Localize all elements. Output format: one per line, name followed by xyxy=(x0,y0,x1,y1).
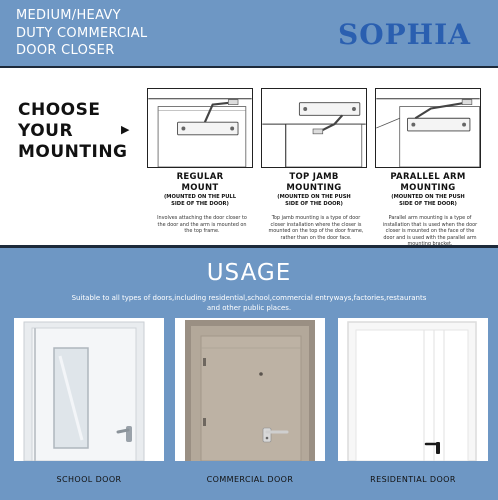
top-jamb-diagram xyxy=(261,88,367,168)
product-title-line-2: DUTY COMMERCIAL xyxy=(16,26,148,41)
title-line: MOUNTING xyxy=(286,183,342,193)
residential-door-illustration xyxy=(338,318,488,461)
title-line: REGULAR xyxy=(176,172,224,182)
desc-line: closer is mounted on the face of the xyxy=(385,228,475,235)
title-line: PARALLEL ARM xyxy=(390,172,466,182)
subtitle-line: SIDE OF THE DOOR) xyxy=(285,201,343,207)
subtitle-line: SIDE OF THE DOOR) xyxy=(399,201,457,207)
brand-logo-text: SOPHIA xyxy=(338,18,471,51)
parallel-arm-description xyxy=(368,215,492,248)
heading-line-3: MOUNTING xyxy=(18,142,128,162)
regular-mount-subtitle xyxy=(140,194,260,208)
product-title-line-1: MEDIUM/HEAVY xyxy=(16,8,121,23)
regular-mount-diagram xyxy=(147,88,253,168)
subtitle-line: (MOUNTED ON THE PUSH xyxy=(277,194,351,200)
desc-line: closer installation where the closer is xyxy=(270,221,362,228)
regular-mount-title xyxy=(140,172,260,194)
product-title-line-3: DOOR CLOSER xyxy=(16,43,115,58)
commercial-door-illustration xyxy=(175,318,325,461)
desc-line: the door and the arm is mounted on xyxy=(157,221,247,228)
subtitle-line: (MOUNTED ON THE PULL xyxy=(163,194,237,200)
title-line: MOUNTING xyxy=(400,183,456,193)
header-banner xyxy=(0,0,498,66)
top-jamb-subtitle xyxy=(254,194,374,208)
regular-mount-illustration xyxy=(148,89,252,167)
heading-line-2: YOUR xyxy=(18,121,74,141)
top-jamb-illustration xyxy=(262,89,366,167)
residential-door-image xyxy=(338,318,488,461)
subtitle-line: (MOUNTED ON THE PUSH xyxy=(391,194,465,200)
usage-heading: USAGE xyxy=(206,260,292,286)
heading-line-1: CHOOSE xyxy=(18,100,101,120)
commercial-door-label: COMMERCIAL DOOR xyxy=(206,475,294,484)
desc-line: Top jamb mounting is a type of door xyxy=(271,215,361,221)
parallel-arm-subtitle xyxy=(368,194,488,208)
choose-mounting-heading xyxy=(18,100,128,163)
parallel-arm-illustration xyxy=(376,89,480,167)
school-door-image xyxy=(14,318,164,461)
title-line: TOP JAMB xyxy=(289,172,339,182)
desc-line: Parallel arm mounting is a type of xyxy=(388,215,472,221)
desc-line: the top frame. xyxy=(184,228,220,235)
desc-line: mounted on the top of the door frame, xyxy=(268,228,364,235)
parallel-arm-diagram xyxy=(375,88,481,168)
usage-desc-line: Suitable to all types of doors,including residential,school,commercial entryways,factories,restaurants xyxy=(71,294,427,302)
desc-line: Involves attaching the door closer to xyxy=(157,215,247,221)
usage-desc-line: and other public places. xyxy=(206,304,292,312)
usage-description xyxy=(50,293,448,313)
mounting-section xyxy=(0,66,498,248)
desc-line: rather than on the door face. xyxy=(280,234,352,241)
top-jamb-title xyxy=(254,172,374,194)
regular-mount-description xyxy=(140,215,264,235)
residential-door-label: RESIDENTIAL DOOR xyxy=(370,475,456,484)
school-door-illustration xyxy=(14,318,164,461)
title-line: MOUNT xyxy=(181,183,219,193)
commercial-door-image xyxy=(175,318,325,461)
top-jamb-description xyxy=(254,215,378,241)
triangle-right-icon: ▶ xyxy=(121,123,130,136)
desc-line: door and is used with the parallel arm xyxy=(383,234,477,241)
school-door-label: SCHOOL DOOR xyxy=(56,475,122,484)
subtitle-line: SIDE OF THE DOOR) xyxy=(171,201,229,207)
desc-line: installation that is used when the door xyxy=(382,221,478,228)
desc-line: mounting bracket. xyxy=(407,241,453,248)
parallel-arm-title xyxy=(368,172,488,194)
